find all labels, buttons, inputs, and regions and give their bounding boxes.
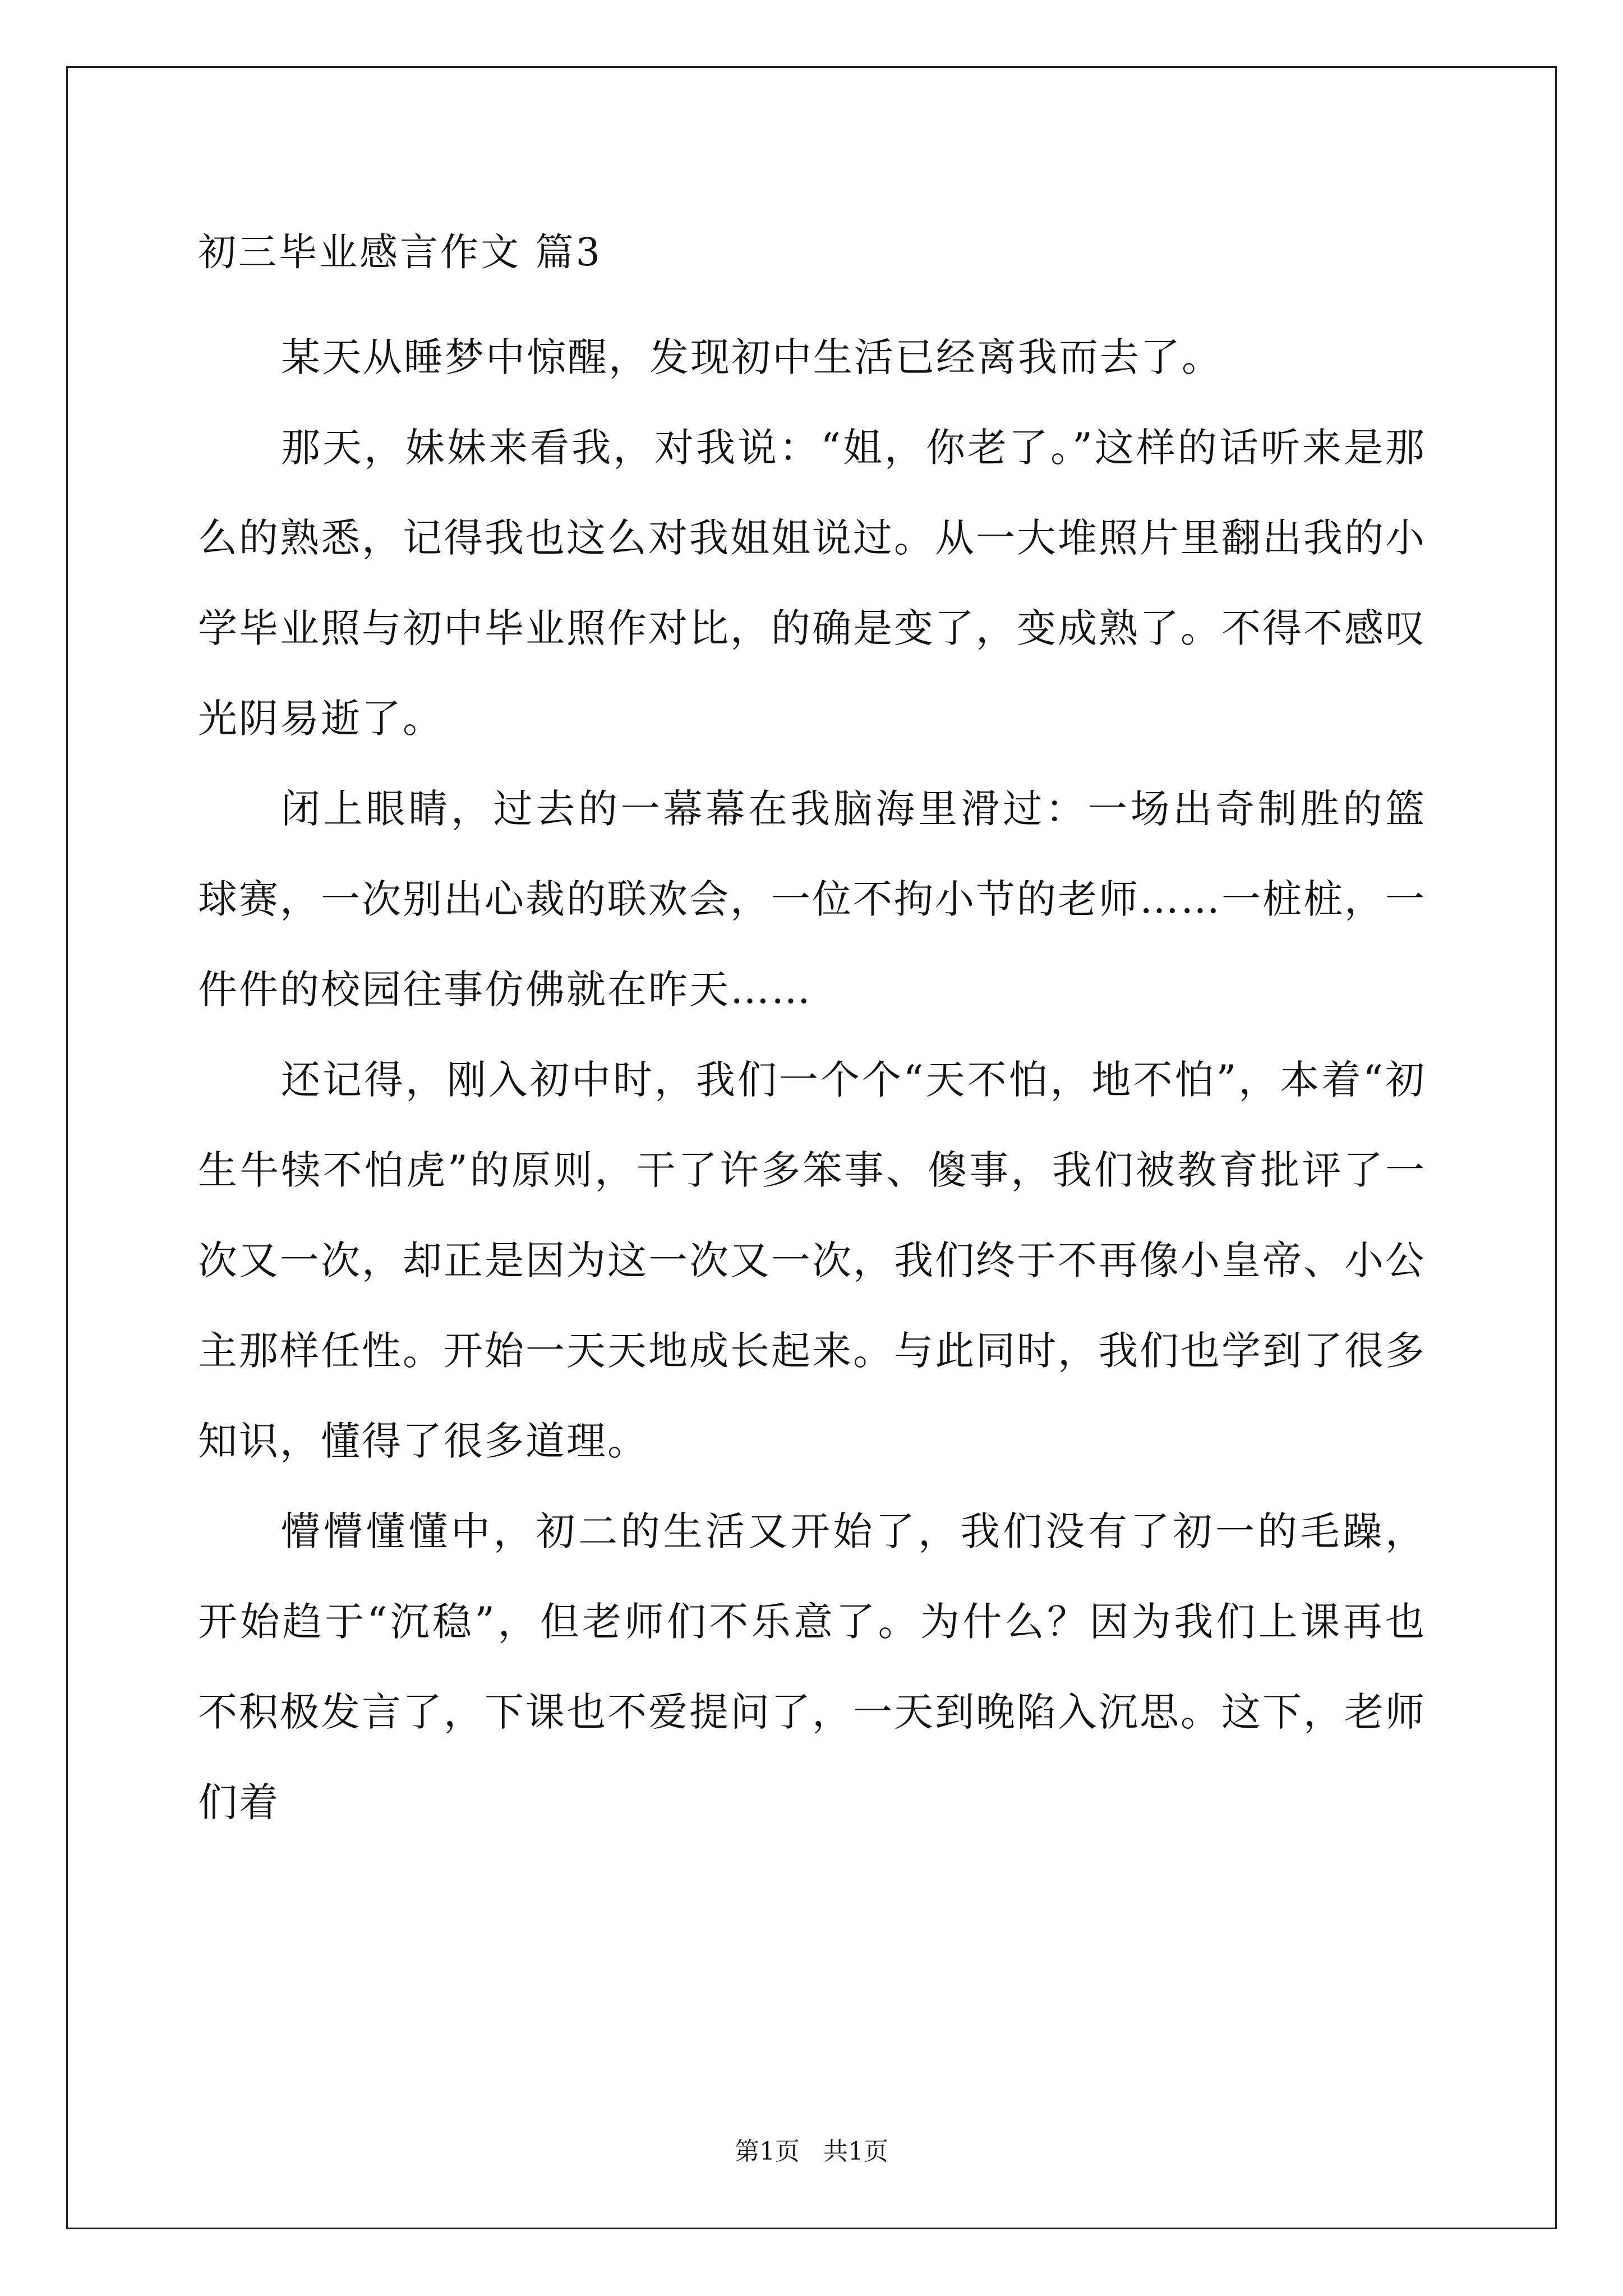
paragraph: 某天从睡梦中惊醒，发现初中生活已经离我而去了。 xyxy=(281,334,1223,380)
page-footer: 第1页 共1页 xyxy=(735,2137,888,2166)
paragraph: 还记得，刚入初中时，我们一个个“天不怕，地不怕”，本着“初生牛犊不怕虎”的原则，干了许多笨事、傻事，我们被教育批评了一次又一次，却正是因为这一次又一次，我们终于不再像小皇帝、小公主那样任性。开始一天天地成长起来。与此同时，我们也学到了很多知识，懂得了很多道理。 xyxy=(198,1057,1426,1464)
paragraph: 闭上眼睛，过去的一幕幕在我脑海里滑过：一场出奇制胜的篮球赛，一次别出心裁的联欢会，一位不拘小节的老师……一桩桩，一件件的校园往事仿佛就在昨天…… xyxy=(198,786,1426,1013)
document-body xyxy=(198,222,1426,1848)
paragraph: 那天，妹妹来看我，对我说：“姐，你老了。”这样的话听来是那么的熟悉，记得我也这么对我姐姐说过。从一大堆照片里翻出我的小学毕业照与初中毕业照作对比，的确是变了，变成熟了。不得不感叹光阴易逝了。 xyxy=(198,425,1426,742)
document-title: 初三毕业感言作文 篇3 xyxy=(198,231,602,275)
paragraph: 懵懵懂懂中，初二的生活又开始了，我们没有了初一的毛躁，开始趋于“沉稳”，但老师们不乐意了。为什么？因为我们上课再也不积极发言了，下课也不爱提问了，一天到晚陷入沉思。这下，老师们着 xyxy=(198,1508,1426,1825)
